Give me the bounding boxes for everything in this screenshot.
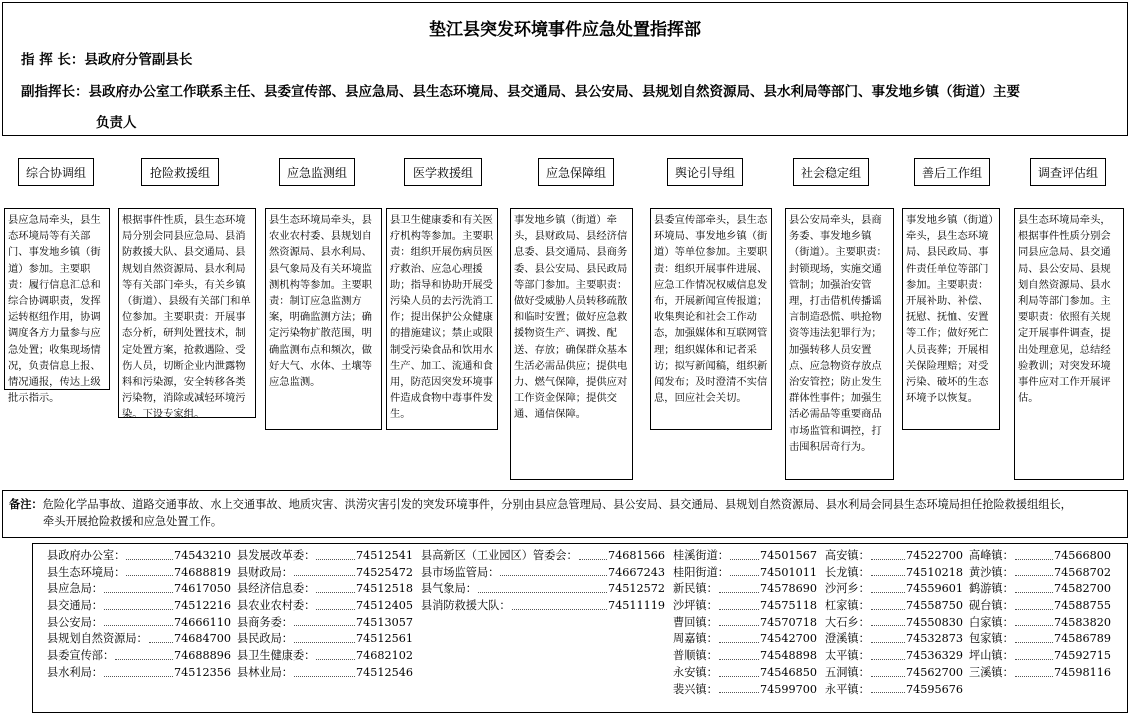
contact-entry [237, 581, 413, 598]
contact-name: 永安镇： [673, 665, 718, 679]
contact-name: 县发展改革委： [237, 549, 316, 562]
commander-line [21, 48, 192, 68]
dot-leader [1015, 648, 1053, 660]
contact-entry [47, 665, 231, 682]
contact-name: 县政府办公室： [47, 549, 126, 562]
contact-entry [969, 631, 1111, 648]
contact-name: 县农业农村委： [237, 599, 316, 613]
page-title: 垫江县突发环境事件应急处置指挥部 [429, 20, 701, 40]
contact-entry [969, 665, 1111, 682]
deputy-commander-continuation: 负责人 [96, 115, 137, 131]
dot-leader [512, 598, 608, 610]
dot-leader [294, 615, 355, 627]
contact-phone: 74536329 [906, 649, 963, 663]
contact-name: 三溪镇： [969, 665, 1014, 679]
contact-name: 县卫生健康委： [237, 649, 316, 663]
note-label: 备注： [9, 497, 43, 511]
contact-name: 县生态环境局： [47, 565, 126, 579]
group-duty-8: 事发地乡镇（街道）牵头，县生态环境局、县民政局、事件责任单位等部门参加。主要职责：开展补助、补偿、抚慰、抚恤、安置等工作；做好死亡人员丧葬；开展相关保险理赔；对受污染、破坏的生态环境予以恢复。 [902, 208, 1000, 430]
contact-name: 澄溪镇： [825, 632, 870, 646]
note-box [2, 490, 1128, 538]
dot-leader [1015, 615, 1053, 627]
contact-entry [47, 581, 231, 598]
contact-phone: 74550830 [906, 615, 963, 629]
deputy-commander-line [21, 80, 1020, 100]
group-duty-5: 事发地乡镇（街道）牵头，县财政局、县经济信息委、县交通局、县商务委、县公安局、县民政局等部门参加。主要职责：做好受威胁人员转移疏散和临时安置；做好应急救援物资生产、调拨、配送、存放；确保群众基本生活必需品供应；提供电力、燃气保障，提供应对工作资金保障；提供交通、通信保障。 [510, 208, 633, 480]
contact-name: 县公安局： [47, 615, 103, 629]
dot-leader [104, 581, 173, 593]
contact-name: 五洞镇： [825, 665, 870, 679]
contact-entry [969, 548, 1111, 565]
contact-entry [825, 548, 963, 565]
contact-entry [969, 598, 1111, 615]
contact-entry [673, 565, 817, 582]
contact-phone: 74688819 [174, 565, 231, 579]
contact-name: 太平镇： [825, 649, 870, 663]
contact-name: 砚台镇： [969, 599, 1014, 613]
contact-entry [825, 565, 963, 582]
contact-name: 高峰镇： [969, 549, 1014, 562]
dot-leader [104, 615, 173, 627]
contact-entry [421, 548, 665, 565]
contact-entry [673, 598, 817, 615]
contact-phone: 74513057 [356, 615, 413, 629]
dot-leader [871, 548, 905, 560]
contact-phone: 74684700 [174, 632, 231, 646]
contact-phone: 74511119 [608, 599, 665, 613]
contact-name: 杠家镇： [825, 599, 870, 613]
contact-phone: 74568702 [1054, 565, 1111, 579]
contact-phone: 74542700 [760, 632, 817, 646]
contact-entry [969, 581, 1111, 598]
contact-name: 县气象局： [421, 582, 477, 596]
contact-phone: 74548898 [760, 649, 817, 663]
dot-leader [719, 648, 759, 660]
dot-leader [1015, 665, 1053, 677]
dot-leader [719, 631, 759, 643]
contact-name: 县财政局： [237, 565, 293, 579]
contact-entry [825, 598, 963, 615]
contact-entry [969, 648, 1111, 665]
contact-phone: 74512561 [356, 632, 413, 646]
dot-leader [871, 665, 905, 677]
dot-leader [871, 682, 905, 694]
dot-leader [294, 665, 355, 677]
contact-name: 桂阳街道： [673, 565, 729, 579]
contact-entry [673, 581, 817, 598]
contact-name: 县交通局： [47, 599, 103, 613]
group-label-4: 医学救援组 [404, 158, 482, 186]
contact-phone: 74588755 [1054, 599, 1111, 613]
contact-phone: 74667243 [608, 565, 665, 579]
contact-phone: 74575118 [760, 599, 817, 613]
note-line-continuation: 牵头开展抢险救援和应急处置工作。 [43, 514, 223, 528]
contact-name: 桂溪街道： [673, 549, 729, 562]
contact-name: 包家镇： [969, 632, 1014, 646]
dot-leader [719, 682, 759, 694]
contact-phone: 74578690 [760, 582, 817, 596]
group-label-9: 调查评估组 [1030, 158, 1106, 186]
contact-entry [421, 598, 665, 615]
contact-phone: 74592715 [1054, 649, 1111, 663]
dot-leader [316, 598, 355, 610]
contact-phone: 74512518 [356, 582, 413, 596]
contact-entry [47, 648, 231, 665]
contact-name: 高安镇： [825, 549, 870, 562]
contact-phone: 74512541 [356, 549, 413, 562]
contact-name: 黄沙镇： [969, 565, 1014, 579]
contact-phone: 74682102 [356, 649, 413, 663]
contact-entry [237, 598, 413, 615]
contact-phone: 74501011 [760, 565, 817, 579]
contact-name: 沙坪镇： [673, 599, 718, 613]
group-label-2: 抢险救援组 [141, 158, 219, 186]
contact-phone: 74582700 [1054, 582, 1111, 596]
contact-phone: 74512216 [174, 599, 231, 613]
group-duty-7: 县公安局牵头，县商务委、事发地乡镇（街道）。主要职责：封锁现场，实施交通管制；加强治安管理，打击借机传播谣言制造恐慌、哄抢物资等违法犯罪行为；加强转移人员安置点、应急物资存放点治安管控；防止发生群体性事件；加强生活必需品等重要商品市场监管和调控，打击囤积居奇行为。 [785, 208, 894, 480]
contact-phone: 74543210 [174, 549, 231, 562]
contact-entry [673, 631, 817, 648]
contact-name: 沙河乡： [825, 582, 870, 596]
dot-leader [1015, 581, 1053, 593]
dot-leader [871, 615, 905, 627]
contact-name: 裴兴镇： [673, 682, 718, 696]
dot-leader [126, 565, 173, 577]
contact-name: 永平镇： [825, 682, 870, 696]
contact-name: 鹤游镇： [969, 582, 1014, 596]
contact-name: 县经济信息委： [237, 582, 316, 596]
dot-leader [719, 581, 759, 593]
contact-entry [237, 615, 413, 632]
dot-leader [730, 565, 759, 577]
contact-name: 县水利局： [47, 665, 103, 679]
contact-name: 白家镇： [969, 615, 1014, 629]
dot-leader [126, 548, 173, 560]
contact-name: 县应急局： [47, 582, 103, 596]
contact-name: 县消防救援大队： [421, 599, 511, 613]
dot-leader [719, 665, 759, 677]
dot-leader [316, 648, 355, 660]
dot-leader [730, 548, 759, 560]
contact-name: 县民政局： [237, 632, 293, 646]
contact-entry [673, 665, 817, 682]
contact-phone: 74512405 [356, 599, 413, 613]
dot-leader [871, 598, 905, 610]
contact-name: 周嘉镇： [673, 632, 718, 646]
dot-leader [294, 565, 355, 577]
contact-phone: 74512572 [608, 582, 665, 596]
dot-leader [1015, 565, 1053, 577]
group-label-7: 社会稳定组 [793, 158, 869, 186]
group-duty-2: 根据事件性质，县生态环境局分别会同县应急局、县消防救援大队、县交通局、县规划自然资源局、县水利局等有关部门牵头，有关乡镇（街道）、县级有关部门和单位参加。主要职责：开展事态分析，研判处置技术，制定处置方案，抢救遇险、受伤人员，切断企业内泄露物料和污染源，安全转移各类污染物，消除或减轻环境污染。下设专家组。 [118, 208, 256, 418]
dot-leader [1015, 598, 1053, 610]
contact-name: 普顺镇： [673, 649, 718, 663]
dot-leader [871, 565, 905, 577]
dot-leader [478, 581, 607, 593]
contact-phone: 74666110 [174, 615, 231, 629]
contact-phone: 74570718 [760, 615, 817, 629]
commander-value: 县政府分管副县长 [84, 52, 193, 68]
contact-phone: 74558750 [906, 599, 963, 613]
contact-phone: 74522700 [906, 549, 963, 562]
contact-entry [969, 565, 1111, 582]
contact-phone: 74586789 [1054, 632, 1111, 646]
contact-entry [237, 565, 413, 582]
dot-leader [115, 648, 173, 660]
dot-leader [871, 648, 905, 660]
contact-entry [421, 565, 665, 582]
group-duty-6: 县委宣传部牵头，县生态环境局、事发地乡镇（街道）等单位参加。主要职责：组织开展事件进展、应急工作情况权威信息发布，开展新闻宣传报道；收集舆论和社会工作动态，加强媒体和互联网管理；组织媒体和记者采访；拟写新闻稿，组织新闻发布；及时澄清不实信息，回应社会关切。 [650, 208, 772, 430]
contact-entry [237, 548, 413, 565]
contact-entry [47, 548, 231, 565]
group-label-1: 综合协调组 [18, 158, 94, 186]
dot-leader [871, 631, 905, 643]
contact-entry [237, 665, 413, 682]
contact-name: 县委宣传部： [47, 649, 115, 663]
dot-leader [104, 598, 173, 610]
contact-entry [825, 631, 963, 648]
contact-entry [673, 648, 817, 665]
contact-directory [32, 543, 1128, 713]
contact-entry [421, 581, 665, 598]
contact-phone: 74595676 [906, 682, 963, 696]
dot-leader [719, 598, 759, 610]
contact-phone: 74559601 [906, 582, 963, 596]
contact-entry [237, 648, 413, 665]
contact-entry [825, 648, 963, 665]
contact-phone: 74562700 [906, 665, 963, 679]
dot-leader [871, 581, 905, 593]
contact-entry [47, 631, 231, 648]
contact-name: 大石乡： [825, 615, 870, 629]
contact-phone: 74617050 [174, 582, 231, 596]
contact-entry [825, 682, 963, 699]
contact-phone: 74510218 [906, 565, 963, 579]
contact-phone: 74512356 [174, 665, 231, 679]
contact-entry [47, 598, 231, 615]
contact-entry [237, 631, 413, 648]
dot-leader [1015, 548, 1053, 560]
contact-entry [673, 615, 817, 632]
group-label-5: 应急保障组 [538, 158, 614, 186]
contact-name: 县林业局： [237, 665, 293, 679]
deputy-label: 副指挥长： [21, 84, 89, 100]
dot-leader [719, 615, 759, 627]
contact-entry [47, 565, 231, 582]
contact-name: 长龙镇： [825, 565, 870, 579]
group-duty-1: 县应急局牵头，县生态环境局等有关部门、事发地乡镇（街道）参加。主要职责：履行信息汇总和综合协调职责，发挥运转枢纽作用，协调调度各方力量参与应急处置；收集现场情况，负责信息上报、情况通报，传达上级批示指示。 [4, 208, 110, 390]
contact-phone: 74598116 [1054, 665, 1111, 679]
deputy-value: 县政府办公室工作联系主任、县委宣传部、县应急局、县生态环境局、县交通局、县公安局、县规划自然资源局、县水利局等部门、事发地乡镇（街道）主要 [88, 84, 1020, 100]
dot-leader [579, 548, 607, 560]
contact-entry [825, 615, 963, 632]
contact-phone: 74532873 [906, 632, 963, 646]
contact-entry [969, 615, 1111, 632]
dot-leader [500, 565, 607, 577]
contact-name: 县高新区（工业园区）管委会： [421, 549, 578, 562]
contact-entry [673, 548, 817, 565]
contact-phone: 74688896 [174, 649, 231, 663]
contact-name: 县规划自然资源局： [47, 632, 148, 646]
command-header [2, 2, 1128, 136]
contact-phone: 74599700 [760, 682, 817, 696]
dot-leader [316, 581, 355, 593]
dot-leader [1015, 631, 1053, 643]
contact-entry [825, 665, 963, 682]
note-line [9, 496, 1121, 514]
dot-leader [149, 631, 173, 643]
contact-phone: 74681566 [608, 549, 665, 562]
dot-leader [316, 548, 355, 560]
contact-entry [673, 682, 817, 699]
group-label-8: 善后工作组 [914, 158, 990, 186]
group-label-6: 舆论引导组 [667, 158, 743, 186]
contact-name: 县商务委： [237, 615, 293, 629]
group-duty-3: 县生态环境局牵头，县农业农村委、县规划自然资源局、县水利局、县气象局及有关环境监测机构等参加。主要职责：制订应急监测方案，明确监测方法；确定污染物扩散范围，明确监测布点和频次，做好大气、水体、土壤等应急监测。 [265, 208, 382, 430]
contact-phone: 74566800 [1054, 549, 1111, 562]
contact-entry [825, 581, 963, 598]
contact-name: 新民镇： [673, 582, 718, 596]
contact-name: 坪山镇： [969, 649, 1014, 663]
contact-phone: 74501567 [760, 549, 817, 562]
contact-name: 曹回镇： [673, 615, 718, 629]
contact-phone: 74525472 [356, 565, 413, 579]
contact-name: 县市场监管局： [421, 565, 500, 579]
dot-leader [104, 665, 173, 677]
group-duty-9: 县生态环境局牵头，根据事件性质分别会同县应急局、县交通局、县公安局、县规划自然资源局、县水利局等部门参加。主要职责：依照有关规定开展事件调查，提出处理意见，总结经验教训；对突发环境事件应对工作开展评估。 [1014, 208, 1124, 480]
contact-entry [47, 615, 231, 632]
group-label-3: 应急监测组 [279, 158, 355, 186]
contact-phone: 74546850 [760, 665, 817, 679]
commander-label: 指 挥 长： [21, 52, 85, 68]
note-text: 危险化学品事故、道路交通事故、水上交通事故、地质灾害、洪涝灾害引发的突发环境事件，分别由县应急管理局、县公安局、县交通局、县规划自然资源局、县水利局会同县生态环境局担任抢险救援组组长， [42, 498, 1072, 511]
contact-phone: 74512546 [356, 665, 413, 679]
dot-leader [294, 631, 355, 643]
contact-phone: 74583820 [1054, 615, 1111, 629]
group-duty-4: 县卫生健康委和有关医疗机构等参加。主要职责：组织开展伤病员医疗救治、应急心理援助；指导和协助开展受污染人员的去污洗消工作；提出保护公众健康的措施建议；禁止或限制受污染食品和饮用水生产、加工、流通和食用，防范因突发环境事件造成食物中毒事件发生。 [386, 208, 498, 430]
